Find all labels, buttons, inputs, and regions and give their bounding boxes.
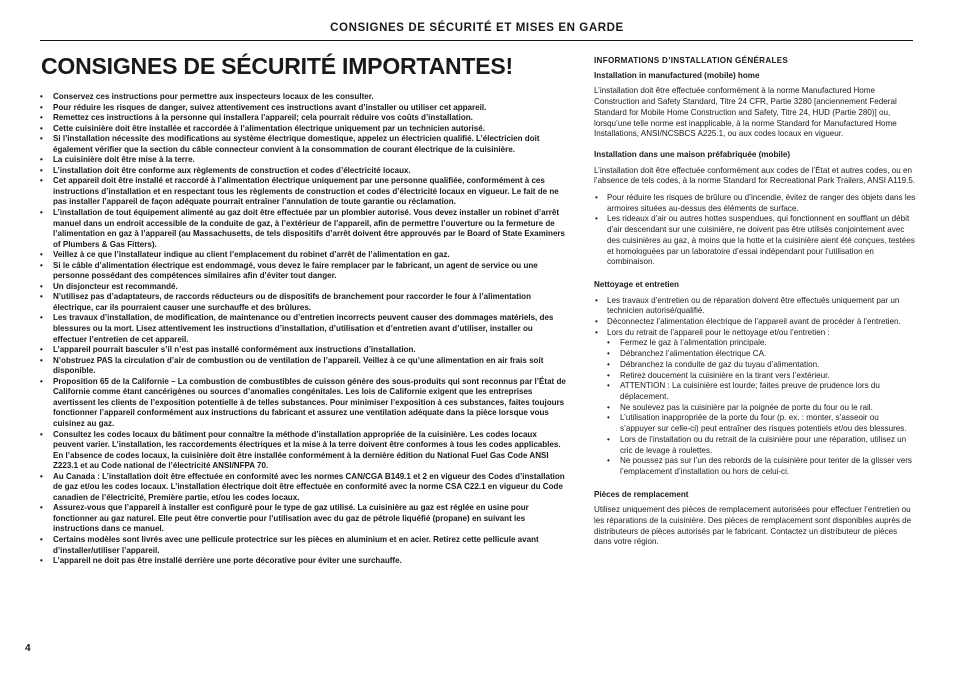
prefab-home-text: L’installation doit être effectuée conformément aux codes de l’État et autres codes, ou en l’absence de tels codes, à la norme Standard for Recreational Park Trailers, ANSI A119.5. xyxy=(594,165,916,186)
list-item: • La cuisinière doit être mise à la terre. xyxy=(38,155,566,166)
list-item: • L’installation de tout équipement alimenté au gaz doit être effectuée par un plombier autorisé. Vous devez installer un robinet d’arrêt manuel dans un endroit accessible de la conduite de gaz, à l’extérieur de l’appareil, afin de permettre l’ouverture ou la fermeture de l’alimentation en gaz à l’appareil (au Massachusetts, de tels dispositifs d’arrêt doivent être approuvés par le Board of State Examiners of Plumbers & Gas Fitters). xyxy=(38,208,566,250)
installation-info xyxy=(594,56,916,548)
list-item: • Débranchez l’alimentation électrique CA. xyxy=(594,349,916,360)
list-item: • Pour réduire les risques de brûlure ou d’incendie, évitez de ranger des objets dans les armoires situées au-dessus des éléments de surface. xyxy=(594,193,916,214)
page-number: 4 xyxy=(25,643,31,654)
safety-list xyxy=(38,92,566,567)
list-item: • Lors de l’installation ou du retrait de la cuisinière pour une réparation, utilisez un cric de levage à roulettes. xyxy=(594,435,916,456)
list-item: • Conservez ces instructions pour permettre aux inspecteurs locaux de les consulter. xyxy=(38,92,566,103)
parts-text: Utilisez uniquement des pièces de remplacement autorisées pour effectuer l’entretien ou les réparations de la cuisinière. Des pièces de remplacement sont disponibles auprès de distributeurs de pièces autorisés par le fabricant. Contactez un distributeur de pièces dans votre région. xyxy=(594,505,912,547)
list-item: • L’appareil pourrait basculer s’il n’est pas installé conformément aux instructions d’installation. xyxy=(38,345,566,356)
list-item: • Proposition 65 de la Californie – La combustion de combustibles de cuisson génère des sous-produits qui sont reconnus par l’État de Californie comme étant cancérigènes ou sources d’anomalies congénitales. Les lois de Californie exigent que les entreprises avertissent les clients de l’exposition potentielle à de telles substances. Pour minimiser l’exposition à ces substances, faites toujours fonctionner l’appareil conformément aux instructions du fabricant et assurez une ventilation adéquate dans la pièce lorsque vous cuisinez au gaz. xyxy=(38,377,566,430)
mobile-home-text: L’installation doit être effectuée conformément à la norme Manufactured Home Construction and Safety Standard, Titre 24 CFR, Partie 3280 [anciennement Federal Standard for Mobile Home Construction and Safety, Titre 24, HUD (Partie 280)] ou, lorsqu’une telle norme est inapplicable, à la norme Standard for Manufactured Home Installations, ANSI/NCSBCS A225.1, ou aux codes locaux en vigueur. xyxy=(594,86,897,139)
list-item: • Un disjoncteur est recommandé. xyxy=(38,282,566,293)
spacer xyxy=(594,268,916,280)
parts-heading: Pièces de remplacement xyxy=(594,489,689,499)
list-item: • Débranchez la conduite de gaz du tuyau d’alimentation. xyxy=(594,360,916,371)
general-info-title: INFORMATIONS D’INSTALLATION GÉNÉRALES xyxy=(594,56,789,65)
list-item: • Au Canada : L’installation doit être effectuée en conformité avec les normes CAN/CGA B149.1 et 2 en vigueur des Codes d’installation de gaz et/ou les codes locaux. L’installation électrique doit être effectuée en conformité avec la norme CSA C22.1 en vigueur du Code canadien de l’électricité, Première partie, et/ou les codes locaux. xyxy=(38,472,566,504)
list-item: • Si l’installation nécessite des modifications au système électrique domestique, appelez un électricien qualifié. L’électricien doit également vérifier que la section du câble connecteur convient à la consommation de courant électrique de la cuisinière. xyxy=(38,134,566,155)
list-item: • Déconnectez l’alimentation électrique de l’appareil avant de procéder à l’entretien. xyxy=(594,317,916,328)
list-item: • Veillez à ce que l’installateur indique au client l’emplacement du robinet d’arrêt de l’alimentation en gaz. xyxy=(38,250,566,261)
prefab-list xyxy=(594,193,916,268)
prefab-home-heading: Installation dans une maison préfabriquée (mobile) xyxy=(594,149,791,159)
header-divider xyxy=(40,40,913,41)
list-item: • Assurez-vous que l’appareil à installer est configuré pour le type de gaz utilisé. La cuisinière au gaz est réglée en usine pour fonctionner au gaz naturel. Elle peut être convertie pour l’utilisation avec du gaz de pétrole liquéfié (propane) en suivant les instructions dans ce manuel. xyxy=(38,503,566,535)
list-item: • ATTENTION : La cuisinière est lourde; faites preuve de prudence lors du déplacement. xyxy=(594,381,916,402)
list-item: • Les travaux d’installation, de modification, de maintenance ou d’entretien incorrects peuvent causer des dommages matériels, des blessures ou la mort. Lisez attentivement les instructions d’installation, d’utilisation et d’entretien avant d’utiliser, installer ou effectuer l’entretien de cet appareil. xyxy=(38,313,566,345)
list-item: • Retirez doucement la cuisinière en la tirant vers l’extérieur. xyxy=(594,371,916,382)
list-item: • Cette cuisinière doit être installée et raccordée à l’alimentation électrique uniquement par un technicien autorisé. xyxy=(38,124,566,135)
list-item: • Ne poussez pas sur l’un des rebords de la cuisinière pour tenter de la glisser vers l’emplacement d’installation ou hors de celui-ci. xyxy=(594,456,916,477)
list-item: • N’obstruez PAS la circulation d’air de combustion ou de ventilation de l’appareil. Veillez à ce qu’une alimentation en air frais soit disponible. xyxy=(38,356,566,377)
list-item: • Les rideaux d’air ou autres hottes suspendues, qui fonctionnent en soufflant un débit d’air descendant sur une cuisinière, ne doivent pas être utilisés conjointement avec des cuisinières au gaz, à moins que la hotte et la cuisinière aient été conçues, testées et homologuées par un laboratoire d’essai indépendant pour l’utilisation en combinaison. xyxy=(594,214,916,268)
safety-instructions xyxy=(38,92,566,567)
list-item: • Ne soulevez pas la cuisinière par la poignée de porte du four ou le rail. xyxy=(594,403,916,414)
list-item: • L’utilisation inappropriée de la porte du four (p. ex. : monter, s’asseoir ou s’appuyer sur celle-ci) peut entraîner des risques potentiels et/ou des blessures. xyxy=(594,413,916,434)
page-title: CONSIGNES DE SÉCURITÉ IMPORTANTES! xyxy=(41,53,513,79)
spacer xyxy=(594,140,916,150)
list-item: • Lors du retrait de l’appareil pour le nettoyage et/ou l’entretien : xyxy=(594,328,916,339)
spacer xyxy=(594,478,916,490)
cleaning-list xyxy=(594,296,916,339)
section-header: CONSIGNES DE SÉCURITÉ ET MISES EN GARDE xyxy=(330,22,624,34)
list-item: • Si le câble d’alimentation électrique est endommagé, vous devez le faire remplacer par le fabricant, un agent de service ou une personne possédant des compétences similaires afin d’éviter tout danger. xyxy=(38,261,566,282)
list-item: • N’utilisez pas d’adaptateurs, de raccords réducteurs ou de dispositifs de branchement pour raccorder le four à l’alimentation électrique, car ils pourraient causer une surchauffe et des brûlures. xyxy=(38,292,566,313)
list-item: • Pour réduire les risques de danger, suivez attentivement ces instructions avant d’installer ou utiliser cet appareil. xyxy=(38,103,566,114)
cleaning-heading: Nettoyage et entretien xyxy=(594,279,680,289)
mobile-home-heading: Installation in manufactured (mobile) home xyxy=(594,70,760,80)
list-item: • L’installation doit être conforme aux règlements de construction et codes d’électricité locaux. xyxy=(38,166,566,177)
list-item: • Fermez le gaz à l’alimentation principale. xyxy=(594,338,916,349)
list-item: • Cet appareil doit être installé et raccordé à l’alimentation électrique uniquement par une personne qualifiée, conformément à ces instructions d’installation et en respectant tous les règlements de construction et codes d’électricité locaux en vigueur. Le fait de ne pas installer l’appareil de façon adéquate pourrait entraîner l’annulation de toute garantie ou réclamation. xyxy=(38,176,566,208)
list-item: • L’appareil ne doit pas être installé derrière une porte décorative pour éviter une surchauffe. xyxy=(38,556,566,567)
list-item: • Certains modèles sont livrés avec une pellicule protectrice sur les pièces en aluminium et en acier. Retirez cette pellicule avant d’installer/utiliser l’appareil. xyxy=(38,535,566,556)
list-item: • Consultez les codes locaux du bâtiment pour connaître la méthode d’installation appropriée de la cuisinière. Les codes locaux peuvent varier. L’installation, les raccordements électriques et la mise à la terre doivent être conformes à tous les codes applicables. En l’absence de codes locaux, la cuisinière doit être installée conformément à la dernière édition du National Fuel Gas Code ANSI Z223.1 et au Code national de l’électricité ANSI/NFPA 70. xyxy=(38,430,566,472)
list-item: • Remettez ces instructions à la personne qui installera l’appareil; cela pourrait réduire vos coûts d’installation. xyxy=(38,113,566,124)
list-item: • Les travaux d’entretien ou de réparation doivent être effectués uniquement par un technicien autorisé/qualifié. xyxy=(594,296,916,317)
cleaning-sublist xyxy=(594,338,916,477)
